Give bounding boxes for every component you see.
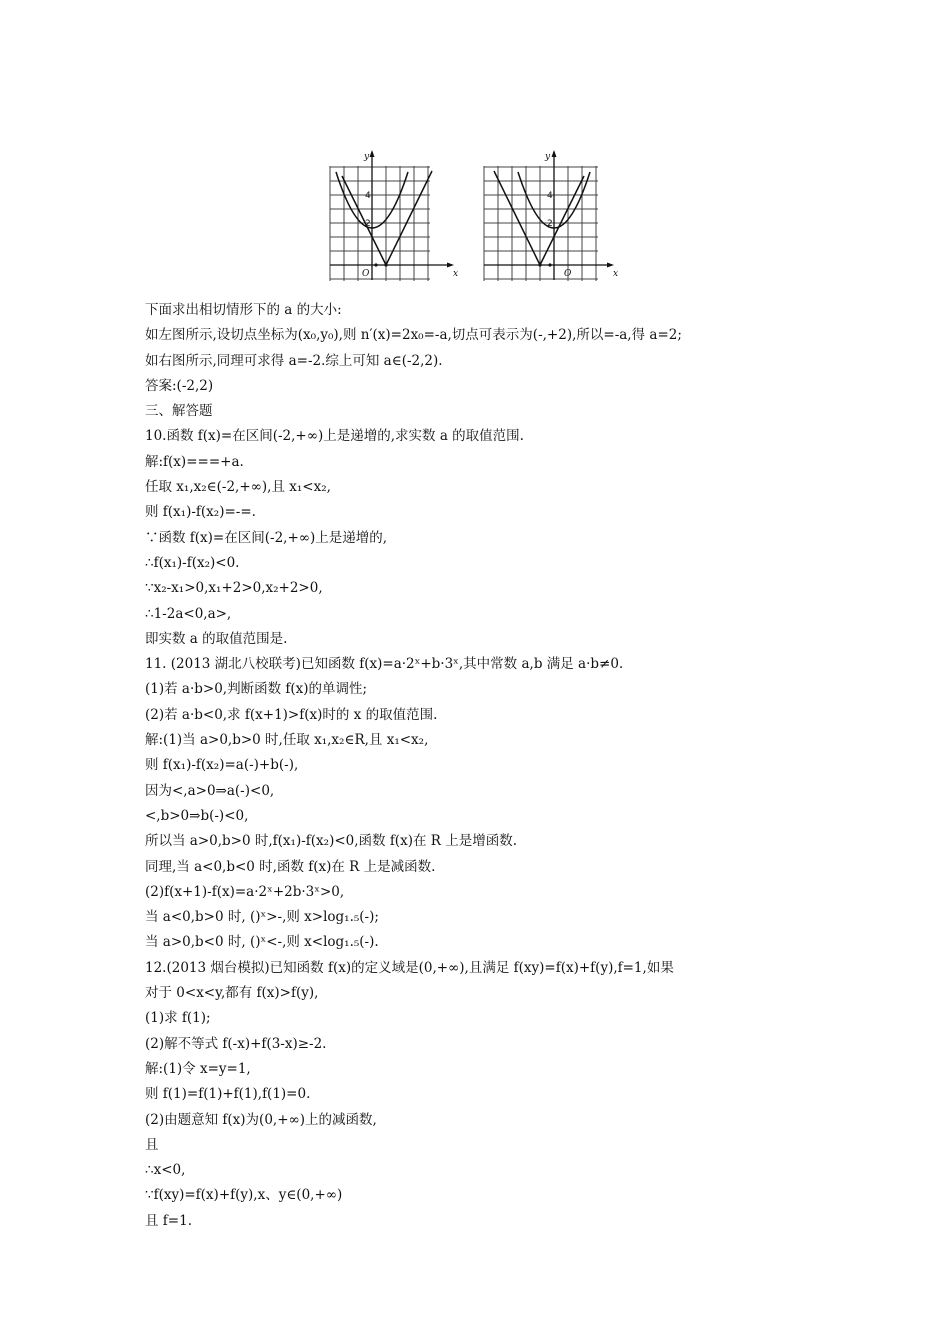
text-line: 则 f(x₁)-f(x₂)=-=. [145, 504, 256, 521]
text-line: 解:f(x)===+a. [145, 453, 244, 470]
text-line: 即实数 a 的取值范围是. [145, 630, 288, 647]
text-line: ∴1-2a<0,a>, [145, 605, 232, 622]
problem-11: 11. (2013 湖北八校联考)已知函数 f(x)=a·2ˣ+b·3ˣ,其中常数 a,b 满足 a·b≠0. [145, 656, 624, 673]
text-line: 则 f(x₁)-f(x₂)=a(-)+b(-), [145, 757, 299, 774]
problem-10: 10.函数 f(x)=在区间(-2,+∞)上是递增的,求实数 a 的取值范围. [145, 428, 524, 445]
graph-right-svg [480, 146, 620, 286]
text-line: 所以当 a>0,b>0 时,f(x₁)-f(x₂)<0,函数 f(x)在 R 上是增函数. [145, 833, 517, 850]
graph-left-svg [326, 146, 466, 286]
x-axis-label: x [453, 269, 459, 279]
text-line: 如左图所示,设切点坐标为(x₀,y₀),则 n′(x)=2x₀=-a,切点可表示为(-,+2),所以=-a,得 a=2; [145, 327, 682, 344]
document-body [145, 298, 825, 1234]
figure-pair [326, 146, 626, 286]
text-line: 解:(1)当 a>0,b>0 时,任取 x₁,x₂∈R,且 x₁<x₂, [145, 732, 429, 749]
text-line: 同理,当 a<0,b<0 时,函数 f(x)在 R 上是减函数. [145, 858, 436, 875]
text-line: <,b>0⇒b(-)<0, [145, 807, 249, 824]
graph-right [480, 146, 620, 286]
text-line: (2)解不等式 f(-x)+f(3-x)≥-2. [145, 1035, 327, 1052]
y-axis-label: y [545, 152, 551, 162]
text-line: (2)由题意知 f(x)为(0,+∞)上的减函数, [145, 1111, 377, 1128]
text-line: ∵函数 f(x)=在区间(-2,+∞)上是递增的, [145, 529, 388, 546]
text-line: ∵f(xy)=f(x)+f(y),x、y∈(0,+∞) [145, 1187, 343, 1204]
text-line: 解:(1)令 x=y=1, [145, 1060, 251, 1077]
answer-line: 答案:(-2,2) [145, 377, 214, 394]
text-line: ∵x₂-x₁>0,x₁+2>0,x₂+2>0, [145, 580, 323, 597]
text-line: 如右图所示,同理可求得 a=-2.综上可知 a∈(-2,2). [145, 352, 443, 369]
text-line: 且 [145, 1136, 159, 1153]
text-line: 当 a<0,b>0 时, ()ˣ>-,则 x>log₁.₅(-); [145, 909, 379, 926]
tick-label-4: 4 [365, 191, 371, 201]
text-line: 则 f(1)=f(1)+f(1),f(1)=0. [145, 1086, 311, 1103]
text-line: (1)求 f(1); [145, 1010, 211, 1027]
text-line: ∴f(x₁)-f(x₂)<0. [145, 554, 240, 571]
tick-label-2: 2 [547, 219, 553, 229]
section-heading: 三、解答题 [145, 403, 213, 420]
text-line: 任取 x₁,x₂∈(-2,+∞),且 x₁<x₂, [145, 479, 331, 496]
text-line: 下面求出相切情形下的 a 的大小: [145, 302, 342, 318]
tick-label-4: 4 [547, 191, 553, 201]
problem-12: 12.(2013 烟台模拟)已知函数 f(x)的定义域是(0,+∞),且满足 f(xy)=f(x)+f(y),f=1,如果 [145, 959, 674, 976]
origin-label: O [564, 269, 572, 279]
y-axis-label: y [364, 152, 370, 162]
text-line: 且 f=1. [145, 1212, 192, 1229]
text-line: 当 a>0,b<0 时, ()ˣ<-,则 x<log₁.₅(-). [145, 934, 379, 951]
text-line: (2)若 a·b<0,求 f(x+1)>f(x)时的 x 的取值范围. [145, 706, 438, 723]
tick-label-2: 2 [365, 219, 371, 229]
x-axis-label: x [613, 269, 619, 279]
origin-label: O [362, 269, 370, 279]
text-line: (1)若 a·b>0,判断函数 f(x)的单调性; [145, 681, 368, 698]
text-line: ∴x<0, [145, 1162, 186, 1179]
text-line: (2)f(x+1)-f(x)=a·2ˣ+2b·3ˣ>0, [145, 883, 345, 900]
text-line: 对于 0<x<y,都有 f(x)>f(y), [145, 985, 319, 1002]
graph-left [326, 146, 466, 286]
text-line: 因为<,a>0⇒a(-)<0, [145, 782, 275, 799]
